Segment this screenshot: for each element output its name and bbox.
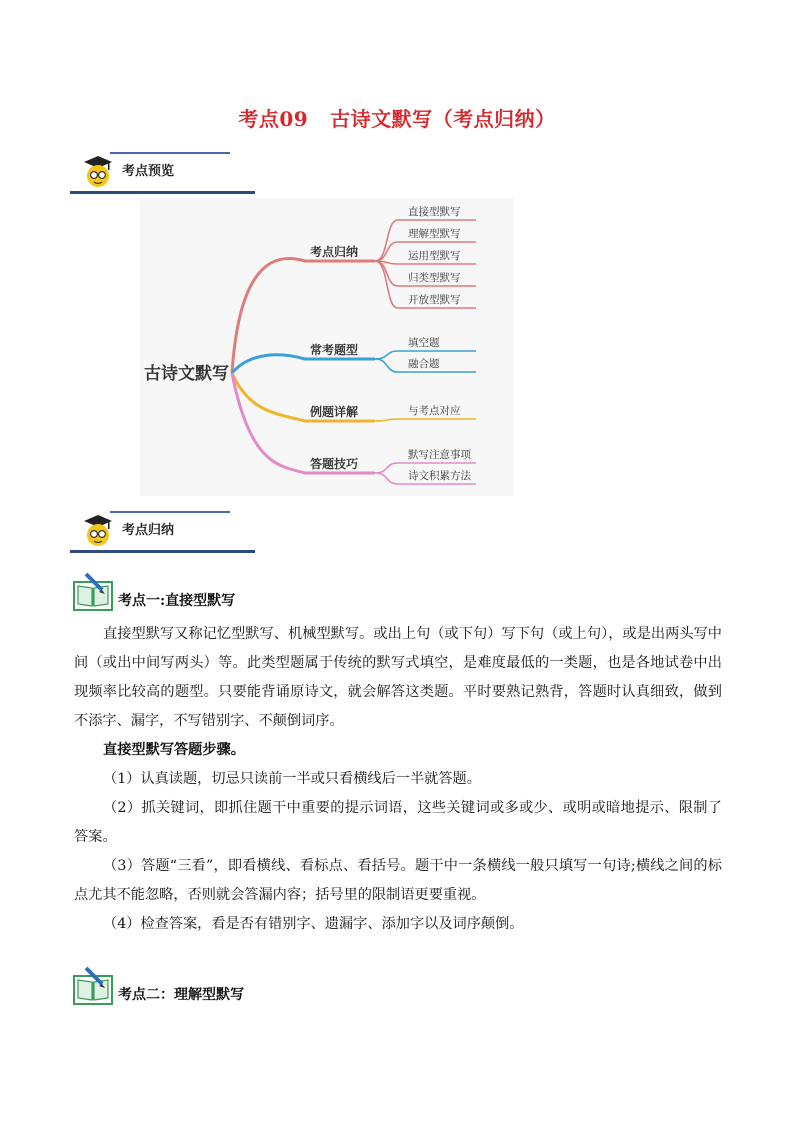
mind-map-item: 归类型默写 [408,272,461,284]
mind-map-item: 与考点对应 [408,405,461,417]
scholar-avatar-icon [82,513,114,549]
paragraph-step: （2）抓关键词，即抓住题干中重要的提示词语，这些关键词或多或少、或明或暗地提示、限制了答案。 [74,800,722,845]
section-header-preview [70,152,255,194]
title-main: 古诗文默写（考点归纳） [330,107,556,131]
section-label-preview: 考点预览 [122,164,175,179]
paragraph-step: （1）认真读题，切忌只读前一半或只看横线后一半就答题。 [103,771,481,787]
section-label-summary: 考点归纳 [122,523,175,538]
mind-map-item: 填空题 [408,337,440,349]
mind-map-item: 默写注意事项 [408,449,471,461]
kaodian1-title: 考点一:直接型默写 [118,593,236,609]
section-header-summary [70,511,255,553]
mind-map-item: 理解型默写 [408,228,461,240]
paragraph-step: （3）答题“三看”，即看横线、看标点、看括号。题干中一条横线一般只填写一句诗;横线之间的标点尤其不能忽略，否则就会答漏内容；括号里的限制语更要重视。 [74,858,722,903]
kaodian1-heading [72,572,472,612]
mind-map-item: 开放型默写 [408,294,461,306]
paragraph-step: （4）检查答案，看是否有错别字、遗漏字、添加字以及词序颠倒。 [103,916,524,932]
mind-map-branch [232,355,375,373]
page-title [0,103,794,132]
mind-map-item-connector [375,419,476,421]
mind-map-branch-label: 考点归纳 [310,245,359,259]
kaodian2-title: 考点二：理解型默写 [118,987,244,1003]
mind-map-item: 直接型默写 [408,206,461,218]
scholar-avatar-icon [82,154,114,190]
title-prefix: 考点09 [238,107,309,131]
mind-map-item: 融合题 [408,358,440,370]
mind-map-branch-label: 常考题型 [310,343,359,357]
mind-map-item: 运用型默写 [408,250,461,262]
kaodian1-body [74,620,722,939]
paragraph-steps-heading: 直接型默写答题步骤。 [103,742,245,758]
mind-map-root: 古诗文默写 [144,364,229,384]
kaodian2-heading [72,966,472,1006]
mind-map-branch-label: 例题详解 [310,405,359,419]
mind-map [140,198,514,496]
book-pencil-icon [72,966,116,1006]
mind-map-branch-label: 答题技巧 [310,457,359,471]
paragraph: 直接型默写又称记忆型默写、机械型默写。或出上句（或下句）写下句（或上句），或是出两头写中间（或出中间写两头）等。此类型题属于传统的默写式填空，是难度最低的一类题，也是各地试卷中出现频率比较高的题型。只要能背诵原诗文，就会解答这类题。平时要熟记熟背，答题时认真细致，做到不添字、漏字，不写错别字、不颠倒词序。 [74,626,722,729]
book-pencil-icon [72,572,116,612]
mind-map-item: 诗文积累方法 [408,470,471,482]
